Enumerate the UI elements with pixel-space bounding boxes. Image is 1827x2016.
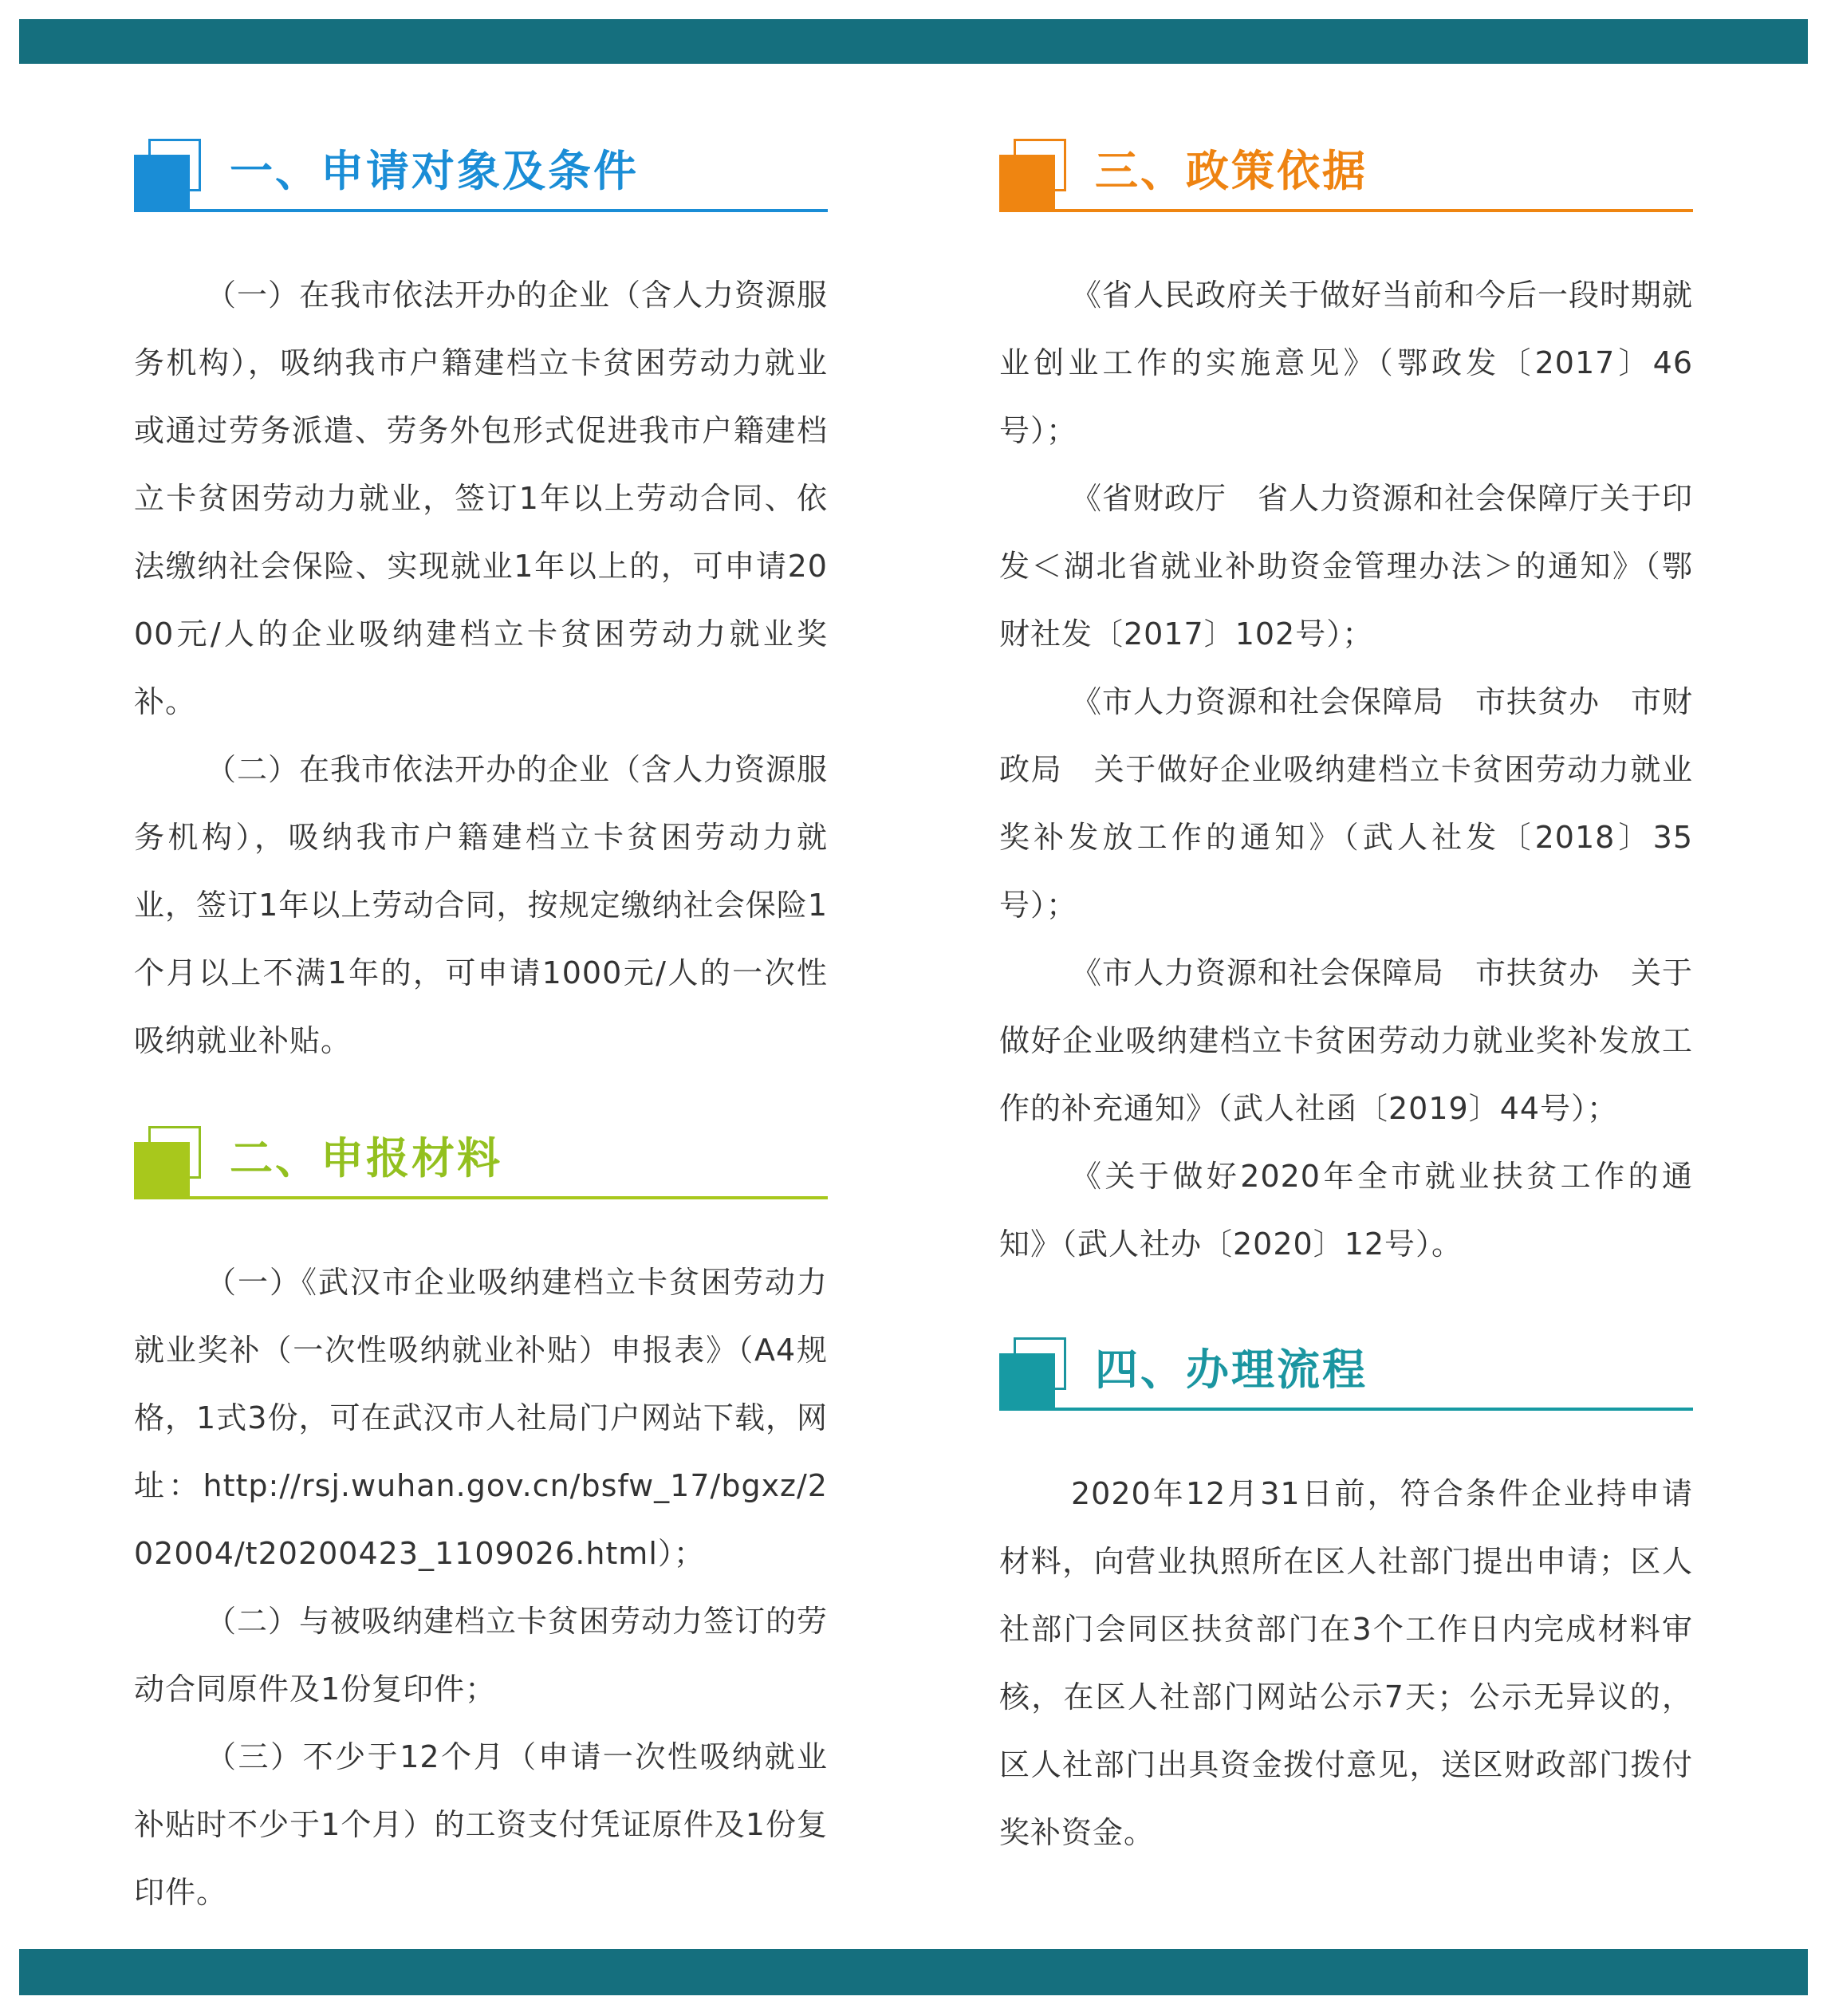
section-divider <box>134 209 828 212</box>
paragraph: 《市人力资源和社会保障局 市扶贫办 市财政局 关于做好企业吸纳建档立卡贫困劳动力就业奖补发放工作的通知》（武人社发〔2018〕35号）； <box>999 684 1694 923</box>
section-title: 三、政策依据 <box>1095 146 1368 196</box>
paragraph: 《关于做好2020年全市就业扶贫工作的通知》（武人社办〔2020〕12号）。 <box>999 1159 1693 1262</box>
square-fill-icon <box>999 155 1055 211</box>
section-procedure <box>999 1334 1693 1867</box>
paragraph: （一）在我市依法开办的企业（含人力资源服务机构），吸纳我市户籍建档立卡贫困劳动力就业或通过劳务派遣、劳务外包形式促进我市户籍建档立卡贫困劳动力就业，签订1年以上劳动合同、依法缴纳社会保险、实现就业1年以上的，可申请2000元/人的企业吸纳建档立卡贫困劳动力就业奖补。 <box>134 278 829 719</box>
paragraph: （三）不少于12个月（申请一次性吸纳就业补贴时不少于1个月）的工资支付凭证原件及1份复印件。 <box>134 1739 828 1910</box>
right-column <box>999 136 1693 1867</box>
paragraph: 《省人民政府关于做好当前和今后一段时期就业创业工作的实施意见》（鄂政发〔2017〕46号）； <box>999 278 1694 448</box>
paragraph: 《省财政厅 省人力资源和社会保障厅关于印发＜湖北省就业补助资金管理办法＞的通知》（鄂财社发〔2017〕102号）； <box>999 481 1694 652</box>
bottom-banner-bar <box>19 1949 1808 1995</box>
section-divider <box>134 1196 828 1199</box>
paragraph: （二）与被吸纳建档立卡贫困劳动力签订的劳动合同原件及1份复印件； <box>134 1604 829 1707</box>
section-title: 一、申请对象及条件 <box>230 146 639 196</box>
square-fill-icon <box>134 155 190 211</box>
paragraph: （一）《武汉市企业吸纳建档立卡贫困劳动力就业奖补（一次性吸纳就业补贴）申报表》（A4规格，1式3份，可在武汉市人社局门户网站下载，网址：http://rsj.wuhan.gov.cn/bsfw_17/bgxz/202004/t20200423_1109026.html）； <box>134 1265 828 1571</box>
section-header <box>134 136 828 215</box>
section-divider <box>999 1408 1693 1411</box>
paragraph: 2020年12月31日前，符合条件企业持申请材料，向营业执照所在区人社部门提出申请；区人社部门会同区扶贫部门在3个工作日内完成材料审核，在区人社部门网站公示7天；公示无异议的，区人社部门出具资金拨付意见，送区财政部门拨付奖补资金。 <box>999 1476 1693 1850</box>
square-fill-icon <box>999 1353 1055 1409</box>
section-header <box>999 136 1693 215</box>
section-title: 四、办理流程 <box>1095 1345 1368 1395</box>
section-title: 二、申报材料 <box>230 1133 502 1183</box>
left-column <box>134 136 828 1927</box>
section-header <box>999 1334 1693 1414</box>
section-eligibility <box>134 136 828 1075</box>
section-header <box>134 1123 828 1203</box>
paragraph: 《市人力资源和社会保障局 市扶贫办 关于做好企业吸纳建档立卡贫困劳动力就业奖补发放工作的补充通知》（武人社函〔2019〕44号）； <box>999 955 1694 1126</box>
top-banner-bar <box>19 19 1808 64</box>
section-divider <box>999 209 1693 212</box>
section-policy-basis <box>999 136 1693 1278</box>
section-materials <box>134 1123 828 1927</box>
square-fill-icon <box>134 1142 190 1198</box>
paragraph: （二）在我市依法开办的企业（含人力资源服务机构），吸纳我市户籍建档立卡贫困劳动力就业，签订1年以上劳动合同，按规定缴纳社会保险1个月以上不满1年的，可申请1000元/人的一次性吸纳就业补贴。 <box>134 752 829 1058</box>
